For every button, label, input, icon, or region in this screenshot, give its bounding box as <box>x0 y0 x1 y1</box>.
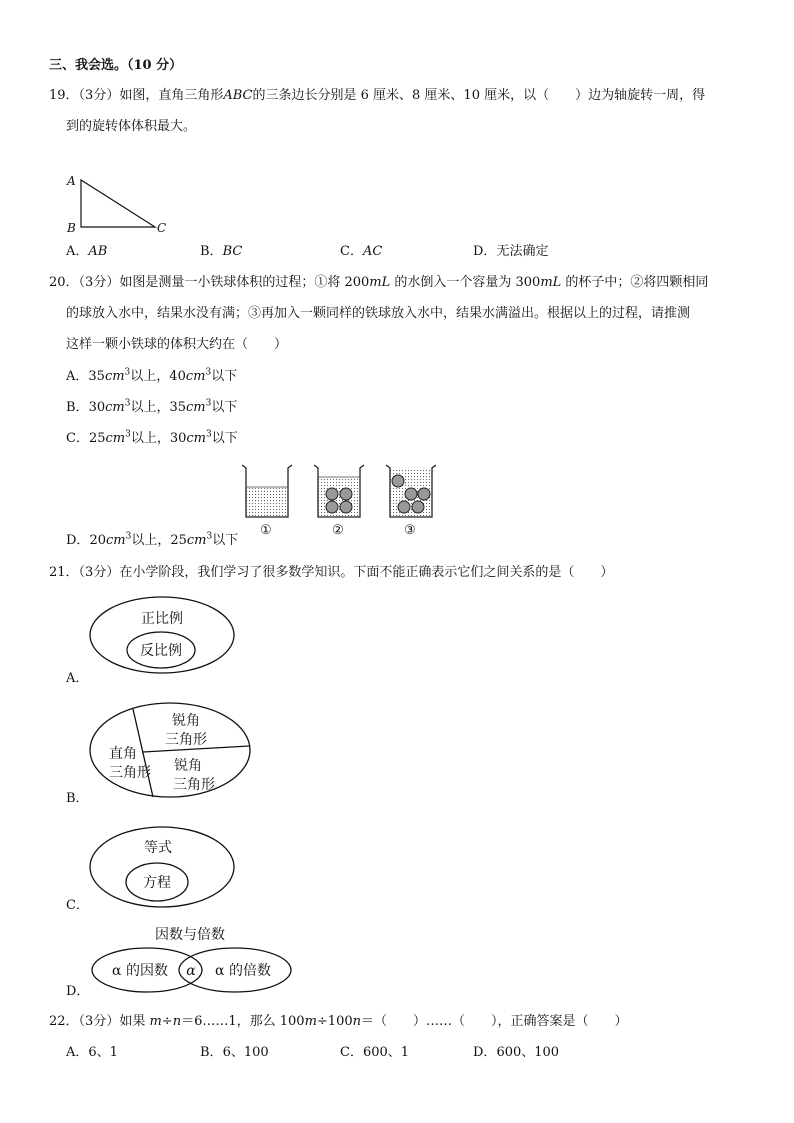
triangle-abc <box>81 180 155 227</box>
q21-option-a[interactable]: A． <box>66 671 89 686</box>
beaker-2-label: ② <box>332 523 344 538</box>
b-right-label-1: 锐角 <box>174 758 202 774</box>
q19-option-c[interactable]: C．AC <box>340 244 383 259</box>
c-inner-label: 方程 <box>143 875 171 891</box>
q21-option-b[interactable]: B． <box>66 791 89 806</box>
q20-line3: 这样一颗小铁球的体积大约在（ ） <box>66 337 288 352</box>
b-top-label-2: 三角形 <box>165 732 207 748</box>
vertex-b-label: B <box>67 221 76 235</box>
q22-option-a[interactable]: A．6、1 <box>66 1045 118 1060</box>
vertex-c-label: C <box>157 221 167 235</box>
vertex-a-label: A <box>67 174 76 188</box>
q19-line1 <box>49 87 705 105</box>
q21-diagram-d <box>88 920 298 996</box>
q19-option-d[interactable]: D．无法确定 <box>473 244 549 259</box>
q19-triangle-figure <box>60 168 180 238</box>
q19-number: 19．（3分） <box>49 88 120 103</box>
ball <box>326 488 338 500</box>
beaker-3-label: ③ <box>404 523 416 538</box>
ball <box>405 488 417 500</box>
beaker-1 <box>242 465 292 517</box>
q21-diagram-c <box>88 826 238 910</box>
q19-option-b[interactable]: B．BC <box>200 244 243 259</box>
q20-option-b[interactable]: B．$30cm^3$以上，$35cm^3$以下 <box>66 398 238 415</box>
beaker-2 <box>314 465 364 517</box>
q20-beakers-figure <box>236 460 436 538</box>
ball <box>340 488 352 500</box>
ball <box>418 488 430 500</box>
b-left-label-2: 三角形 <box>109 765 151 781</box>
q19-abc: ABC <box>223 88 253 103</box>
q20-option-c[interactable]: C．$25cm^3$以上，$30cm^3$以下 <box>66 429 238 446</box>
a-outer-label: 正比例 <box>141 611 183 627</box>
ball <box>340 501 352 513</box>
q19-option-a[interactable]: A．AB <box>66 244 108 259</box>
q22-option-b[interactable]: B．6、100 <box>200 1045 269 1060</box>
beaker-3 <box>386 465 436 517</box>
section-title: 三、我会选。（10 分） <box>49 58 183 73</box>
q20-line1: 20．（3分）如图是测量一小铁球体积的过程；①将 200mL 的水倒入一个容量为 300mL 的杯子中；②将四颗相同 <box>49 275 709 290</box>
q22-option-d[interactable]: D．600、100 <box>473 1045 560 1060</box>
c-outer-label: 等式 <box>144 840 172 856</box>
b-top-label-1: 锐角 <box>172 713 200 729</box>
a-inner-label: 反比例 <box>140 643 182 659</box>
ball <box>398 501 410 513</box>
q22-option-c[interactable]: C．600、1 <box>340 1045 410 1060</box>
q19-text2: 的三条边长分别是 6 厘米、8 厘米、10 厘米，以（ ）边为轴旋转一周，得 <box>252 88 706 103</box>
q20-option-d[interactable]: D．$20cm^3$以上，$25cm^3$以下 <box>66 531 239 548</box>
q19-text1: 如图，直角三角形 <box>119 88 224 103</box>
q21-option-c[interactable]: C． <box>66 898 89 913</box>
beaker-1-label: ① <box>260 523 272 538</box>
q21-diagram-b <box>88 700 258 804</box>
d-title-label: 因数与倍数 <box>155 927 225 943</box>
d-mid-label: α <box>186 963 196 979</box>
q22-line1: 22．（3分）如果 m÷n＝6……1，那么 100m÷100n＝（ ）……（ ），正确答案是（ ） <box>49 1014 628 1029</box>
q21-line1: 21．（3分）在小学阶段，我们学习了很多数学知识。下面不能正确表示它们之间关系的是（ ） <box>49 565 614 580</box>
d-right-label: α 的倍数 <box>215 963 271 979</box>
ball <box>392 475 404 487</box>
q21-option-d[interactable]: D． <box>66 984 90 999</box>
q19-line2: 到的旋转体体积最大。 <box>66 119 197 134</box>
q21-diagram-a <box>88 596 238 676</box>
ball <box>326 501 338 513</box>
d-left-label: α 的因数 <box>112 963 168 979</box>
b-right-label-2: 三角形 <box>173 777 215 793</box>
b-left-label-1: 直角 <box>109 746 137 762</box>
ball <box>412 501 424 513</box>
q20-line2: 的球放入水中，结果水没有满；③再加入一颗同样的铁球放入水中，结果水满溢出。根据以上的过程，请推测 <box>66 306 691 321</box>
q20-option-a[interactable]: A．$35cm^3$以上，$40cm^3$以下 <box>66 367 238 384</box>
